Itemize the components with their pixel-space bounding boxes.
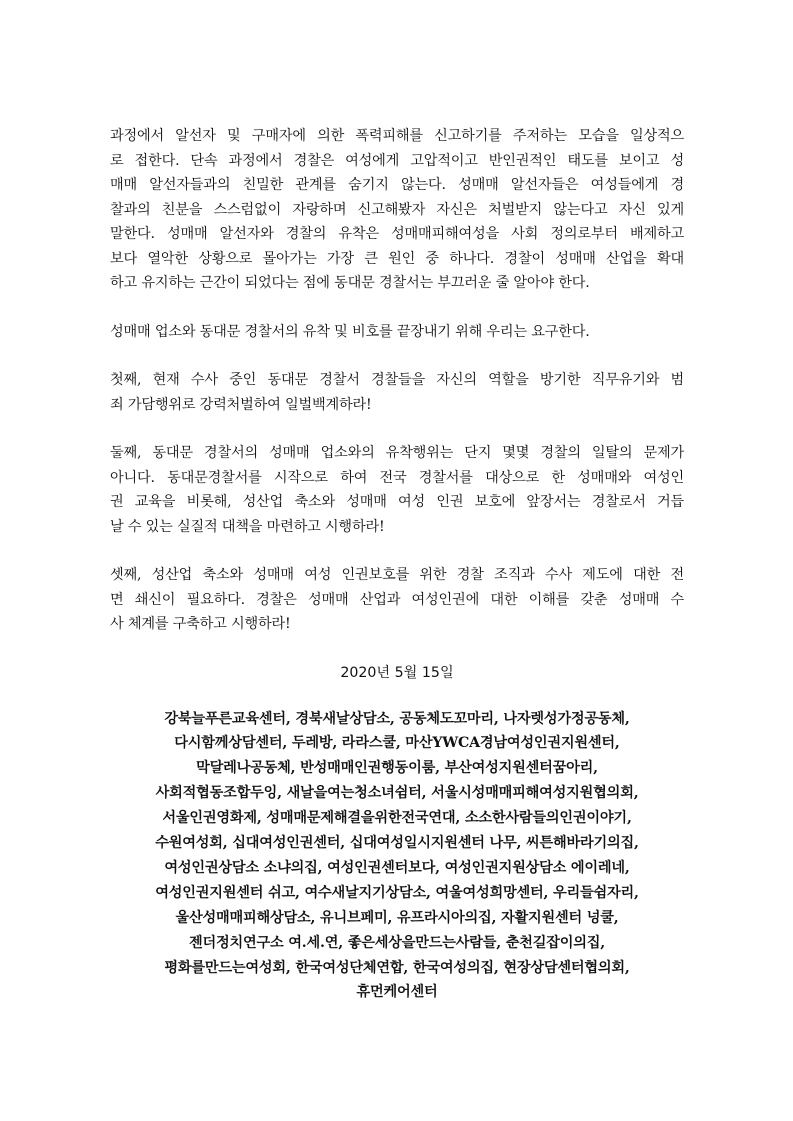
- signatory-organizations: [110, 707, 684, 1006]
- text-line: 아니다. 동대문경찰서를 시작으로 하여 전국 경찰서를 대상으로 한 성매매와 여성인: [110, 469, 684, 486]
- text-line: 면 쇄신이 필요하다. 경찰은 성매매 산업과 여성인권에 대한 이해를 갖춘 성매매 수: [110, 591, 684, 608]
- organization-line: 울산성매매피해상담소, 유니브페미, 유프라시아의집, 자활지원센터 넝쿨,: [175, 909, 619, 926]
- text-line: 하고 유지하는 근간이 되었다는 점에 동대문 경찰서는 부끄러운 줄 알아야 한다.: [110, 275, 590, 291]
- text-line: 죄 가담행위로 강력처벌하여 일벌백계하라!: [110, 396, 372, 413]
- paragraph-demand-second: [110, 441, 684, 539]
- organization-line: 수원여성회, 십대여성인권센터, 십대여성일시지원센터 나무, 씨튼해바라기의집,: [155, 835, 639, 852]
- paragraph-context: [110, 124, 684, 296]
- text-line: 첫째, 현재 수사 중인 동대문 경찰서 경찰들을 자신의 역할을 방기한 직무유기와 범: [110, 372, 684, 388]
- text-line: 로 접한다. 단속 과정에서 경찰은 여성에게 고압적이고 반인권적인 태도를 보이고 성: [110, 152, 684, 169]
- paragraph-demand-intro: [110, 320, 684, 345]
- organization-line: 휴먼케어센터: [356, 984, 438, 1001]
- organization-line: 여성인권지원센터 쉬고, 여수새날지기상담소, 여울여성희망센터, 우리들쉼자리,: [155, 884, 639, 901]
- text-line: 둘째, 동대문 경찰서의 성매매 업소와의 유착행위는 단지 몇몇 경찰의 일탈의 문제가: [110, 445, 684, 461]
- organization-line: 다시함께상담센터, 두레방, 라라스쿨, 마산YWCA경남여성인권지원센터,: [174, 735, 620, 752]
- organization-line: 강북늘푸른교육센터, 경북새날상담소, 공동체도꼬마리, 나자렛성가정공동체,: [164, 710, 630, 727]
- organization-line: 사회적협동조합두잉, 새날을여는청소녀쉼터, 서울시성매매피해여성지원협의회,: [155, 785, 639, 802]
- text-line: 말한다. 성매매 알선자와 경찰의 유착은 성매매피해여성을 사회 정의로부터 배제하고: [110, 226, 684, 242]
- organization-line: 막달레나공동체, 반성매매인권행동이룸, 부산여성지원센터꿈아리,: [196, 760, 598, 777]
- organization-line: 여성인권상담소 소냐의집, 여성인권센터보다, 여성인권지원상담소 에이레네,: [164, 859, 630, 876]
- statement-date: 2020년 5월 15일: [340, 664, 454, 681]
- organization-line: 젠더정치연구소 여.세.연, 좋은세상을만드는사람들, 춘천길잡이의집,: [188, 934, 606, 951]
- text-line: 찰과의 친분을 스스럼없이 자랑하며 신고해봤자 자신은 처벌받지 않는다고 자신 있게: [110, 201, 684, 218]
- paragraph-demand-first: [110, 368, 684, 417]
- text-line: 보다 열악한 상황으로 몰아가는 가장 큰 원인 중 하나다. 경찰이 성매매 산업을 확대: [110, 250, 684, 267]
- text-line: 과정에서 알선자 및 구매자에 의한 폭력피해를 신고하기를 주저하는 모습을 일상적으: [110, 128, 684, 144]
- document-page: [110, 124, 684, 1005]
- paragraph-demand-third: [110, 563, 684, 637]
- text-line: 날 수 있는 실질적 대책을 마련하고 시행하라!: [110, 518, 385, 535]
- text-line: 성매매 업소와 동대문 경찰서의 유착 및 비호를 끝장내기 위해 우리는 요구한다.: [110, 323, 590, 340]
- text-line: 권 교육을 비롯해, 성산업 축소와 성매매 여성 인권 보호에 앞장서는 경찰로서 거듭: [110, 494, 684, 510]
- organization-line: 평화를만드는여성회, 한국여성단체연합, 한국여성의집, 현장상담센터협의회,: [164, 959, 630, 976]
- organization-line: 서울인권영화제, 성매매문제해결을위한전국연대, 소소한사람들의인권이야기,: [162, 810, 632, 827]
- text-line: 사 체계를 구축하고 시행하라!: [110, 616, 291, 632]
- text-line: 셋째, 성산업 축소와 성매매 여성 인권보호를 위한 경찰 조직과 수사 제도에 대한 전: [110, 567, 684, 583]
- text-line: 매매 알선자들과의 친밀한 관계를 숨기지 않는다. 성매매 알선자들은 여성들에게 경: [110, 177, 684, 193]
